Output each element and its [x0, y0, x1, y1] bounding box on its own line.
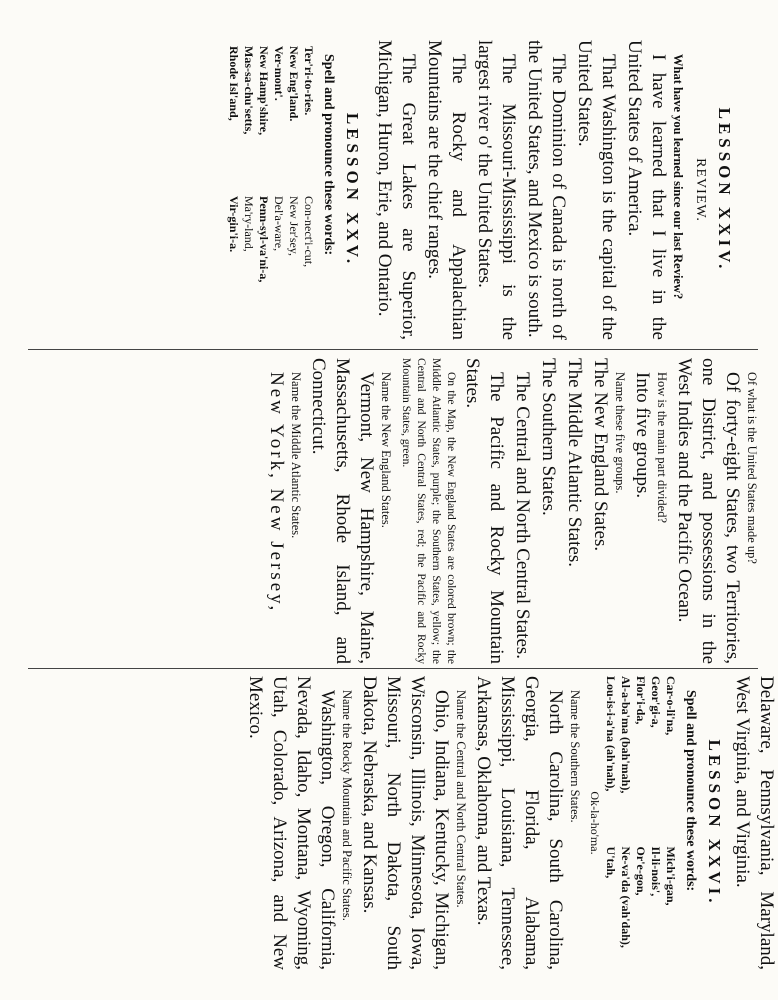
answer-text: That Washington is the capital of the United States.	[574, 40, 619, 340]
group-item: The Central and North Central States.	[512, 372, 533, 660]
question-text: Of what is the United States made up?	[745, 372, 759, 564]
spelling-word: Il-li-nois',	[649, 846, 663, 897]
spelling-word: Car-o-li'na,	[664, 676, 678, 736]
column-right	[241, 676, 778, 970]
spelling-word: Flor'i-da,	[634, 676, 648, 725]
spelling-word: Mas-sa-chu'setts,	[242, 46, 256, 135]
spelling-word: Vir-gin'i-a.	[227, 196, 241, 253]
group-item: The New England States.	[590, 358, 611, 552]
spelling-word: New Eng'land.	[287, 46, 301, 122]
spelling-word: Ne-va'da (vah'dah),	[619, 846, 633, 948]
spelling-word: Al-a-ba'ma (bah'mah),	[619, 676, 633, 794]
word-column-right	[226, 196, 316, 340]
group-item: The Middle Atlantic States.	[564, 358, 585, 567]
group-item: The Pacific and Rocky Mountain States.	[462, 358, 507, 664]
spelling-word: Ok-la-ho'ma.	[588, 791, 602, 855]
answer-text: The Great Lakes are Superior, Michigan, Huron, Erie, and Ontario.	[374, 40, 419, 340]
spelling-word: Del'a-ware,	[272, 196, 286, 252]
answer-text: The Dominion of Canada is north of the United States, and Mexico is south.	[524, 40, 569, 340]
word-column-left	[226, 40, 316, 184]
question-text: What have you learned since our last Review?	[671, 54, 685, 300]
spelling-word-list	[226, 40, 316, 340]
answer-text: Ohio, Indiana, Kentucky, Michigan, Wisconsin, Illinois, Minnesota, Iowa, Missouri, North Dakota, South Dakota, Nebraska, and Kansas.	[359, 676, 452, 970]
question-text: Name the New England States.	[379, 372, 393, 528]
column-divider	[28, 668, 758, 669]
answer-text: Into five groups.	[632, 372, 653, 499]
spelling-word: Ver-mont'.	[272, 46, 286, 101]
spelling-word: Ter'ri-to-ries.	[302, 46, 316, 116]
spelling-word: U'tah,	[604, 846, 618, 879]
answer-text: New York, New Jersey,	[266, 372, 287, 614]
answer-text: Washington, Oregon, California, Nevada, Idaho, Montana, Wyoming, Utah, Colorado, Arizona, and New Mexico.	[245, 676, 338, 970]
question-text: Name the Rocky Mountain and Pacific States.	[340, 690, 354, 921]
answer-text: The Missouri-Mississippi is the largest river o' the United States.	[474, 40, 519, 340]
spelling-word: Or'e-gon,	[634, 846, 648, 896]
spelling-word: Mich'i-gan,	[664, 846, 678, 906]
spelling-word: Geor'gi-a,	[649, 676, 663, 728]
answer-text: North Carolina, South Carolina, Georgia, Florida, Alabama, Mississippi, Louisiana, Tennessee, Arkansas, Oklahoma, and Texas.	[473, 676, 566, 970]
question-text: Name the Middle Atlantic States.	[289, 372, 303, 539]
review-heading: REVIEW.	[693, 158, 708, 222]
answer-text: Delaware, Pennsylvania, Maryland, West Virginia, and Virginia.	[732, 676, 777, 970]
group-item: The Southern States.	[538, 358, 559, 516]
question-text: Name the Southern States.	[568, 690, 582, 823]
answer-text: I have learned that I live in the United States of America.	[624, 40, 669, 340]
spelling-word-list	[603, 676, 678, 970]
map-color-note: On the Map, the New England States are colored brown; the Middle Atlantic States, purple; the Southern States, yellow; the Central and North Central States, red; the Pacific and Rocky Mountain States, green.	[400, 358, 457, 664]
spelling-instruction: Spell and pronounce these words:	[321, 54, 336, 256]
spelling-word: New Jer'sey,	[287, 196, 301, 257]
question-text: How is the main part divided?	[655, 372, 669, 524]
lesson-24-title: LESSON XXIV.	[715, 107, 734, 273]
word-column-right	[603, 847, 678, 970]
column-left	[226, 40, 778, 340]
spelling-word: New Hamp'shire,	[257, 46, 271, 136]
spelling-word: Penn-syl-va'ni-a,	[257, 196, 271, 283]
lesson-25-title: LESSON XXV.	[343, 112, 362, 268]
spelling-word: Rhode Isl'and,	[227, 46, 241, 121]
spelling-word: Lou-is-i-a'na (ah'nah),	[604, 676, 618, 792]
column-middle	[262, 358, 760, 664]
answer-text: Vermont, New Hampshire, Maine, Massachusetts, Rhode Island, and Connecticut.	[308, 358, 377, 664]
answer-text: The Rocky and Appalachian Mountains are the chief ranges.	[424, 40, 469, 340]
question-text: Name the Central and North Central States.	[454, 690, 468, 908]
column-divider	[28, 349, 758, 350]
answer-text: Of forty-eight States, two Territories, one District, and possessions in the West Indies and the Pacific Ocean.	[674, 358, 743, 664]
spelling-word: Ma'ry-land,	[242, 196, 256, 252]
word-column-left	[603, 676, 678, 838]
question-text: Name these five groups.	[613, 372, 627, 494]
spelling-word: Con-nect'i-cut,	[302, 196, 316, 268]
spelling-instruction: Spell and pronounce these words:	[683, 690, 698, 892]
lesson-26-title: LESSON XXVI.	[705, 739, 724, 907]
